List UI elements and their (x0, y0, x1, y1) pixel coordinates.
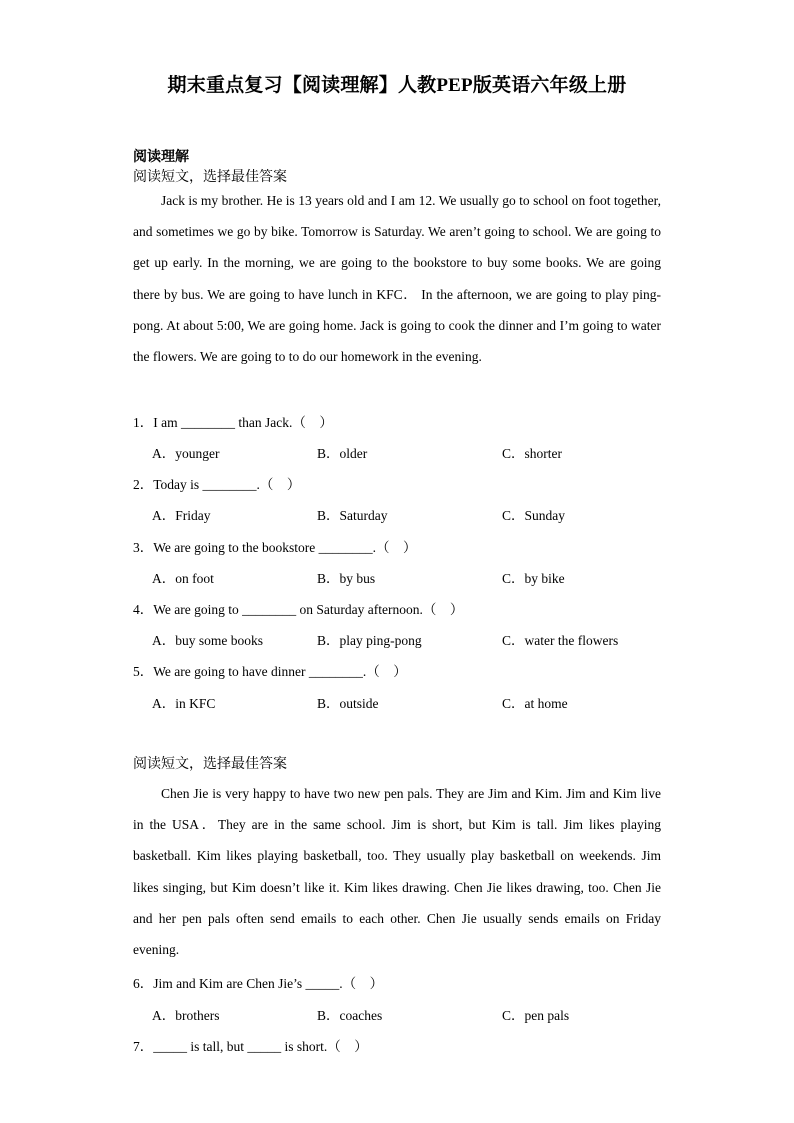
option-b[interactable]: B．outside (317, 696, 379, 711)
page-title: 期末重点复习【阅读理解】人教PEP版英语六年级上册 (167, 75, 627, 96)
option-c[interactable]: C．pen pals (502, 1008, 570, 1023)
passage-1-text: Jack is my brother. He is 13 years old and I am 12. We usually go to school on foot together, and sometimes we go by bike. Tomorrow is Saturday. We aren’t going to school. We are going to get up early. In the morning, we are going to the bookstore to buy some books. We are going there by bus. We are going to have lunch in KFC． In the afternoon, we are going to play ping-pong. At about 5:00, We are going home. Jack is going to cook the dinner and I’m going to water the flowers. We are going to to do our homework in the evening. (133, 193, 661, 365)
option-c[interactable]: C．by bike (502, 571, 565, 586)
option-a[interactable]: A．on foot (152, 571, 214, 586)
option-b[interactable]: B．Saturday (317, 508, 388, 523)
option-c[interactable]: C．Sunday (502, 508, 566, 523)
section-heading: 阅读理解 (133, 150, 189, 165)
option-b[interactable]: B．play ping-pong (317, 633, 422, 648)
question-7: 7．_____ is tall, but _____ is short.（ ） (133, 1039, 368, 1054)
question-1: 1．I am ________ than Jack.（ ） (133, 415, 333, 430)
option-a[interactable]: A．Friday (152, 508, 211, 523)
question-1-options (152, 442, 672, 462)
option-a[interactable]: A．in KFC (152, 696, 216, 711)
option-a[interactable]: A．brothers (152, 1008, 220, 1023)
question-5: 5．We are going to have dinner ________.（ ） (133, 664, 407, 679)
option-b[interactable]: B．by bus (317, 571, 376, 586)
question-3-options (152, 567, 672, 587)
question-5-options (152, 692, 672, 712)
question-3: 3．We are going to the bookstore ________.（ ） (133, 540, 417, 555)
option-b[interactable]: B．older (317, 446, 368, 461)
passage-2-instruction: 阅读短文，选择最佳答案 (133, 757, 287, 772)
question-4-options (152, 629, 672, 649)
passage-1-instruction: 阅读短文，选择最佳答案 (133, 170, 287, 185)
question-2-options (152, 504, 672, 524)
option-b[interactable]: B．coaches (317, 1008, 383, 1023)
question-6: 6．Jim and Kim are Chen Jie’s _____.（ ） (133, 976, 384, 991)
option-c[interactable]: C．at home (502, 696, 568, 711)
passage-2-text: Chen Jie is very happy to have two new pen pals. They are Jim and Kim. Jim and Kim live in the USA．They are in the same school. Jim is short, but Kim is tall. Jim likes playing basketball. Kim likes playing basketball, too. They usually play basketball on weekends. Jim likes singing, but Kim doesn’t like it. Kim likes drawing. Chen Jie likes drawing, too. Chen Jie and her pen pals often send emails to each other. Chen Jie usually sends emails on Friday evening. (133, 786, 661, 958)
option-c[interactable]: C．water the flowers (502, 633, 619, 648)
option-a[interactable]: A．younger (152, 446, 220, 461)
question-6-options (152, 1004, 672, 1024)
question-2: 2．Today is ________.（ ） (133, 477, 301, 492)
option-c[interactable]: C．shorter (502, 446, 562, 461)
question-4: 4．We are going to ________ on Saturday afternoon.（ ） (133, 602, 464, 617)
option-a[interactable]: A．buy some books (152, 633, 263, 648)
